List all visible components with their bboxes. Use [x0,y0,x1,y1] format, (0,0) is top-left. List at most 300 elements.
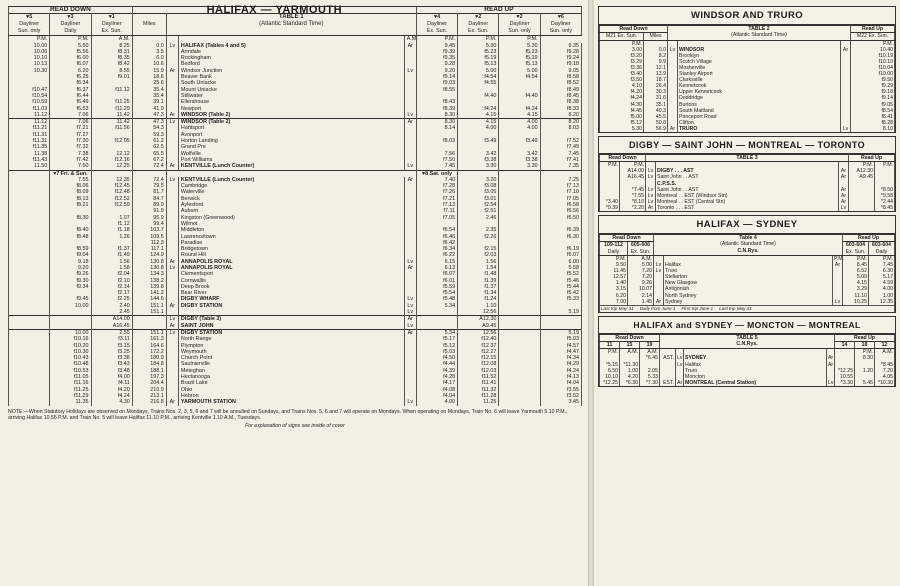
arr-dep-mark: Ar [404,119,416,126]
arr-dep-mark: Lv [646,193,656,199]
time-cell: f2.25 [91,296,132,302]
moncton-table [599,334,895,386]
arr-dep-mark: Lv [166,177,178,183]
time-cell: 3.15 [600,286,628,292]
time-cell: f9.18 [851,89,895,95]
read-down-label: Read Down [600,235,654,242]
time-cell: 7.45 [416,163,457,170]
time-cell: 7.45 [868,262,894,268]
station-name: KENTVILLE (Lunch Counter) [178,163,404,170]
time-cell: P.M. [499,36,540,43]
station-name: Truro [664,268,833,274]
timezone-mark: AST. [660,355,676,361]
station-name: North Sydney [664,293,833,299]
time-cell: f11.25 [50,387,91,393]
time-cell: *7.55 [620,193,646,199]
time-cell: 12.25 [91,163,132,170]
station-name: Truro [684,368,827,374]
time-cell: f8.58 [540,74,581,80]
time-cell: 9.50 [600,262,628,268]
time-cell: 9.20 [416,68,457,74]
time-cell: *2.44 [874,199,894,205]
down-train-head [91,14,132,36]
time-cell: f8.03 [416,138,457,144]
time-cell [499,323,540,330]
time-cell: 2.45 [91,309,132,316]
arr-dep-mark: Lv [646,168,656,174]
time-cell: f5.23 [458,49,499,55]
arr-dep-mark: Lv [840,126,850,132]
miles-cell: 164.6 [132,343,166,349]
miles-cell: 59.3 [132,132,166,138]
table-row [9,329,582,336]
station-name: MONTREAL (Central Station) [684,380,827,386]
time-cell: 12.35 [91,177,132,183]
miles-cell: 151.1 [132,303,166,309]
station-name [684,349,827,356]
time-cell: f6.07 [416,271,457,277]
time-cell: f10.19 [851,53,895,59]
train-days: Sun. only [508,28,531,35]
time-cell: f7.50 [416,157,457,163]
time-cell: 2.05 [640,368,660,374]
time-cell: f4.54 [499,74,540,80]
station-name: ANNAPOLIS ROYAL [178,265,404,271]
time-cell: 7.38 [50,151,91,157]
time-cell: f8.55 [416,87,457,93]
time-cell: f5.03 [416,349,457,355]
time-cell: *7.45 [620,187,646,193]
miles-cell: 144.6 [132,296,166,302]
time-cell: f2.04 [91,271,132,277]
station-name: Round Hill [178,252,404,258]
station-name: Windsor Junction [178,68,404,74]
time-cell: f7.42 [50,157,91,163]
miles-cell: 99.4 [132,221,166,227]
arr-dep-mark: Lv [166,265,178,271]
time-cell: 8.55 [91,68,132,74]
time-cell: 1.26 [91,234,132,240]
time-cell: 2.55 [91,329,132,336]
time-cell: 3.00 [600,47,644,53]
time-cell: f6.58 [540,202,581,208]
station-name: Beaver Bank [178,74,404,80]
down-train [600,242,628,256]
table-number: TABLE 1 [279,14,304,21]
time-cell: f3.20 [600,53,644,59]
arr-dep-mark [166,36,178,43]
time-cell: 8.14 [416,125,457,131]
station-name: WINDSOR (Table 2) [178,119,404,126]
time-cell: 4.15 [458,119,499,126]
arr-dep-mark: Lv [827,379,834,386]
time-cell: P.M. [458,36,499,43]
up-train-number: 14 [835,342,855,349]
time-cell: 10.40 [851,47,895,53]
arr-dep-mark: Lv [166,329,178,336]
arr-dep-mark: Lv [166,43,178,49]
time-cell [9,323,50,330]
table-row [9,399,582,405]
miles-cell: 103.7 [132,227,166,233]
time-cell: 6.30 [868,268,894,274]
time-cell: f5.03 [540,336,581,342]
train-number: 109-112 [604,242,623,249]
station-name: Rockingham [178,55,404,61]
time-cell: f11.31 [9,132,50,138]
train-number: ♥2 [516,14,523,21]
read-up-label: Read Up [835,334,895,341]
time-cell: 6.52 [842,268,868,274]
miles-cell: 138.2 [132,278,166,284]
time-cell: A14.00 [620,168,646,174]
miles-cell: 117.1 [132,246,166,252]
time-cell: 4.00 [499,125,540,131]
miles-cell: 124.9 [132,252,166,258]
time-cell: 1.00 [620,368,640,374]
time-cell: f7.26 [416,189,457,195]
time-cell: 6.15 [416,259,457,265]
arr-dep-mark: Lv [404,303,416,309]
time-cell: f3.40 [600,71,644,77]
miles-cell: 112.3 [132,240,166,246]
time-cell: f7.05 [416,215,457,221]
table-row [600,299,895,306]
time-cell: 8.20 [540,119,581,126]
time-cell: *12.25 [600,380,620,386]
time-cell: f11.05 [50,374,91,380]
miles-cell: 65.5 [132,151,166,157]
time-cell: *2.20 [620,205,646,211]
station-name: Deep Brook [178,284,404,290]
time-cell [50,323,91,330]
time-cell: f10.30 [50,349,91,355]
time-cell: 4.05 [875,374,895,380]
time-cell: f9.39 [416,49,457,55]
table-number: TABLE 5 [736,334,758,341]
time-cell: 9.20 [50,265,91,271]
station-name: Toronto . . . EST [656,205,839,211]
time-cell: 3.42 [499,151,540,157]
miles-cell [644,40,668,47]
arr-dep-mark [166,309,178,316]
train-name: Dayliner [509,21,530,28]
train-days: Ex. Sun. [845,248,866,255]
time-cell: 5.34 [416,303,457,309]
sydney-title: HALIFAX — SYDNEY [599,216,895,234]
time-cell: 7.20 [628,268,654,274]
time-cell: f6.56 [540,208,581,214]
time-cell: f8.38 [540,99,581,105]
time-cell: f4.50 [416,355,457,361]
arr-dep-mark: Lv [404,309,416,316]
station-name: DIGBY (Table 3) [178,316,404,323]
time-cell: 5.45 [855,380,875,386]
station-name [178,309,404,316]
read-down-label: Read Down [600,26,668,33]
time-cell: *8.45 [875,362,895,368]
blank-cell [499,170,540,177]
time-cell: P.M. [848,162,874,169]
time-cell: f4.11 [91,380,132,386]
arr-dep-mark: Ar [166,68,178,74]
arr-dep-mark: Ar [404,177,416,183]
arr-dep-mark [654,255,664,262]
miles-cell: 56.9 [644,126,668,132]
time-cell: f12.59 [91,202,132,208]
time-cell: f12.27 [458,349,499,355]
time-cell: 10.06 [9,49,50,55]
time-cell: f9.14 [851,95,895,101]
time-cell: 5.30 [600,126,644,132]
sub-up-train: ♥8 Sat. only [416,170,457,177]
train-name: Dayliner [60,21,81,28]
time-cell: f2.03 [458,252,499,258]
blank-cell [540,170,581,177]
time-cell: *6.30 [620,380,640,386]
time-cell: 4.00 [868,286,894,292]
time-cell: f2.14 [91,284,132,290]
miles-cell: 130.8 [132,265,166,271]
time-cell: 3.30 [458,163,499,170]
time-cell: f12.48 [91,189,132,195]
train-number: ♥1 [108,14,115,21]
time-cell: f3.52 [540,393,581,399]
time-cell: P.M. [851,40,895,47]
down-train-number: 19 [640,342,660,349]
miles-cell: 26.4 [644,83,668,89]
time-cell: f5.48 [416,296,457,302]
time-cell: 5.17 [868,274,894,280]
header-row [600,334,895,341]
time-cell: 12.57 [600,274,628,280]
time-cell: A.M. [628,255,654,262]
time-cell: 10.00 [9,43,50,49]
station-name: Cornwallis [178,278,404,284]
time-cell: 1.07 [91,215,132,221]
miles-cell: 12.1 [644,65,668,71]
arr-dep-mark: Ar [677,379,683,386]
time-cell: A9.45 [458,323,499,330]
station-name: Bear River [178,290,404,296]
arr-dep-mark: Ar [838,199,848,205]
table-row [600,255,895,262]
miles-cell: 91.9 [132,208,166,214]
time-cell: f12.40 [458,336,499,342]
explanation-note: For explanation of signs see inside of cover [245,422,345,429]
time-cell [499,399,540,405]
time-cell: 1.20 [855,368,875,374]
time-cell [416,323,457,330]
train-number: 603-604 [845,242,865,249]
time-cell: 11.38 [9,151,50,157]
time-cell: A16.45 [620,174,646,180]
time-cell: f6.34 [50,80,91,86]
time-cell: f3.55 [540,387,581,393]
miles-cell: 72.4 [132,163,166,170]
arr-dep-mark: Lv [832,299,842,306]
station-name: DIGBY WHARF [178,296,404,302]
time-cell: f3.01 [458,196,499,202]
time-cell: *8.45 [874,205,894,211]
time-cell: 4.00 [458,125,499,131]
time-cell: 5.30 [499,43,540,49]
time-cell: f3.38 [91,355,132,361]
station-name: Ohio [178,387,404,393]
time-cell: f5.19 [458,55,499,61]
time-cell: f5.00 [600,114,644,120]
station-name: South Maitland [678,108,841,114]
side-note: First trip June 1 [681,305,714,311]
time-cell: f7.52 [540,138,581,144]
time-cell: f7.27 [50,132,91,138]
time-cell: f6.25 [50,74,91,80]
time-cell: P.M. [600,349,620,356]
table-row [600,126,895,132]
time-cell: f8.31 [91,49,132,55]
down-train-head [9,14,50,36]
station-name: Avonport [178,132,404,138]
time-cell: f9.34 [50,284,91,290]
time-cell: f2.26 [458,234,499,240]
time-cell: f5.12 [416,343,457,349]
time-cell: f10.48 [50,361,91,367]
time-cell: f6.50 [540,215,581,221]
time-cell: *12.25 [835,368,855,374]
station-name: Paradise [178,240,404,246]
time-cell: f11.52 [458,374,499,380]
time-cell: f4.17 [416,380,457,386]
time-cell: 4.15 [499,112,540,119]
up-train-head [458,14,499,36]
time-cell: 11.45 [600,268,628,274]
header-row [600,155,895,162]
miles-cell: 188.1 [132,368,166,374]
time-cell: f4.08 [416,387,457,393]
station-name: Brooklyn [678,53,841,59]
time-cell: f11.32 [458,387,499,393]
miles-cell: 139.8 [132,284,166,290]
time-cell: 5.19 [540,309,581,316]
time-cell: *3.30 [835,380,855,386]
station-name: YARMOUTH STATION [178,399,404,405]
station-name: Hebron [178,393,404,399]
time-cell: f12.37 [458,343,499,349]
section-subhead [9,170,582,177]
train-name: Dayliner [101,21,122,28]
time-cell: 2.14 [628,293,654,299]
time-cell [540,316,581,323]
table-row [600,380,895,386]
time-cell: 10.00 [50,303,91,309]
time-cell: 12.56 [458,309,499,316]
arr-dep-mark: Ar [646,205,656,211]
arr-dep-mark: Ar [838,187,848,193]
time-cell: f7.21 [50,125,91,131]
time-cell: 8.20 [540,112,581,119]
train-number: ♥2 [475,14,482,21]
time-cell: f11.43 [9,157,50,163]
time-cell: f8.28 [851,120,895,126]
time-cell: 2.35 [458,227,499,233]
station-name: HALIFAX (Tables 4 and 5) [178,43,404,49]
station-name: Stanley Airport [678,71,841,77]
time-cell: 12.56 [458,329,499,336]
time-cell: f8.40 [50,227,91,233]
time-cell: f9.28 [540,49,581,55]
time-cell: f10.10 [851,59,895,65]
table-label-cell [660,334,835,349]
time-cell: 5.00 [628,262,654,268]
time-cell: f1.37 [91,246,132,252]
time-cell: P.M. [600,162,620,169]
station-name: Wilmot [178,221,404,227]
time-cell: f6.22 [416,252,457,258]
table-title: HALIFAX — YARMOUTH [132,7,416,14]
down-train-number: 11 [600,342,620,349]
arr-dep-mark: Lv [654,262,664,268]
table-row [9,309,582,316]
arr-dep-mark [826,349,834,356]
station-name: Cambridge [178,183,404,189]
down-train: M21 Ex. Sun. [600,33,644,40]
time-cell: 6.50 [600,368,620,374]
time-cell: *6.45 [640,355,660,361]
arr-dep-mark: Ar [166,259,178,265]
miles-cell: 151.1 [132,329,166,336]
miles-cell: 197.3 [132,374,166,380]
train-days: Daily [64,28,77,35]
time-cell: f7.05 [540,196,581,202]
station-name: Brazil Lake [178,380,404,386]
time-cell: 7.06 [50,119,91,126]
arr-dep-mark: Ar [838,174,848,180]
time-cell: *9.58 [874,193,894,199]
header-row [600,235,895,242]
up-train: M22 Ex. Sun. [851,33,895,40]
time-cell: f1.24 [458,296,499,302]
time-cell: f2.51 [458,208,499,214]
time-cell: f6.44 [50,93,91,99]
time-cell: f12.15 [458,355,499,361]
time-cell: 5.09 [842,274,868,280]
blank-cell [91,170,132,177]
time-cell: f4.04 [416,393,457,399]
station-name: Stellarton [664,274,833,280]
up-train-head [416,14,457,36]
train-number: ♥5 [26,14,33,21]
arr-dep-mark [840,40,850,47]
arr-dep-mark: Lv [646,199,656,205]
side-notes-cell [600,305,895,312]
time-cell: f9.04 [50,252,91,258]
train-name: Dayliner [19,21,40,28]
time-cell: 1.56 [458,259,499,265]
station-name: Clementsport [178,271,404,277]
time-cell: 12.35 [868,299,894,306]
side-note: Last trip May 31 [719,305,752,311]
footnote [8,409,582,430]
station-name: WINDSOR (Table 2) [178,112,404,119]
time-cell [499,329,540,336]
time-cell [9,399,50,405]
time-cell: f4.04 [540,380,581,386]
station-name: Aylesford [178,202,404,208]
time-cell: f12.05 [91,138,132,144]
train-days: Daily [607,248,620,255]
time-cell: f11.29 [50,393,91,399]
time-cell: 3.20 [458,177,499,183]
